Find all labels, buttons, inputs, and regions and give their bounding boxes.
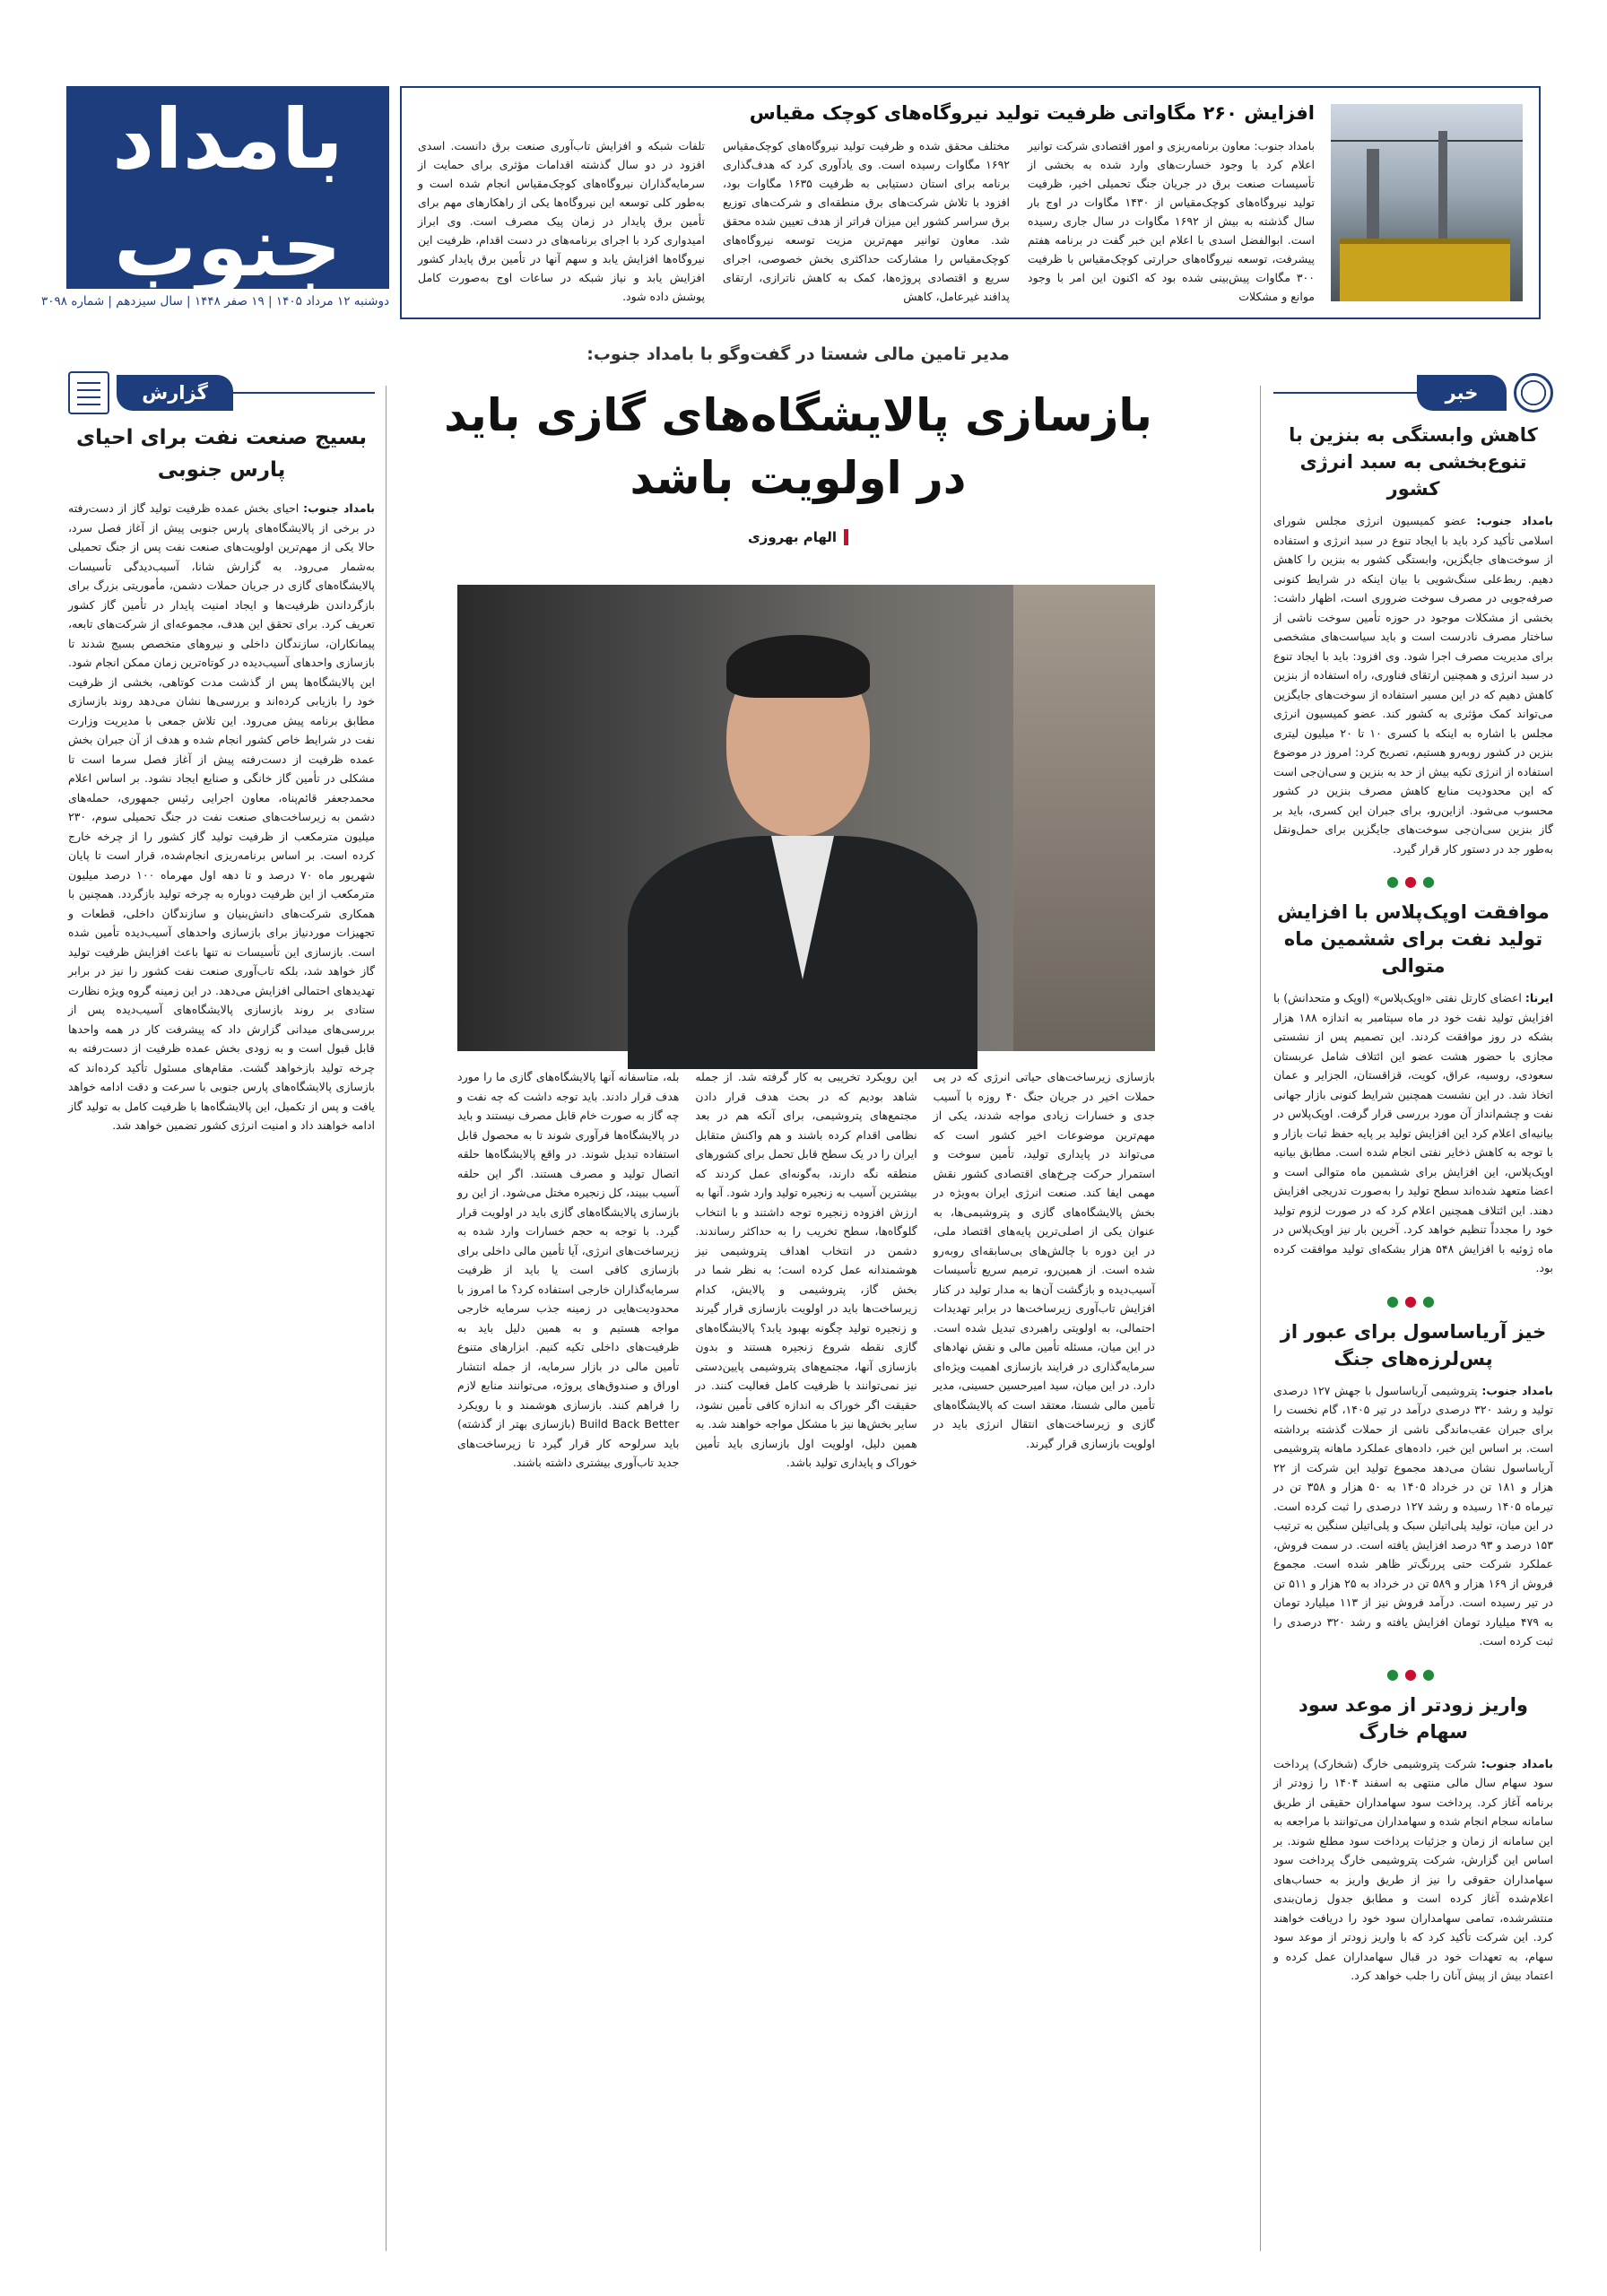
report-section-tag: گزارش bbox=[117, 375, 233, 411]
news-section-tag: خبر bbox=[1417, 375, 1507, 411]
main-story-headline: بازسازی پالایشگاه‌های گازی باید در اولویت باشد bbox=[444, 389, 1152, 504]
page-number: ۳ bbox=[308, 307, 340, 368]
report-column bbox=[68, 422, 375, 1135]
news-body: بامداد جنوب: شرکت پتروشیمی خارگ (شخارک) پرداخت سود سهام سال مالی منتهی به اسفند ۱۴۰۴ را زودتر از برنامه آغاز کرد. پرداخت سود سهامداران حقیقی از طریق سامانه سجام انجام شده و سهامداران می‌توانند با مراجعه به این سامانه از زمان و جزئیات پرداخت سود مطلع شوند. بر اساس این گزارش، شرکت پتروشیمی خارگ پرداخت سود سهامداران حقوقی را نیز از طریق واریز به حساب‌های اعلام‌شده آغاز کرده است و مطابق جدول زمان‌بندی منتشرشده، تمامی سهامداران سود خود را دریافت خواهند کرد. این شرکت تأکید کرد که با واریز زودتر از موعد سود سهام، به تعهدات خود در قبال سهامداران عمل کرده و اعتماد بیش از پیش آنان را جلب خواهد کرد. bbox=[1273, 1756, 1553, 1982]
news-tag-rule bbox=[1273, 392, 1417, 394]
news-item bbox=[1273, 899, 1553, 1278]
news-body: ایرنا: اعضای کارتل نفتی «اوپک‌پلاس» (اوپک و متحدانش) با افزایش تولید نفت خود در ماه سپتامبر به اندازه ۱۸۸ هزار بشکه در روز موافقت کردند. این تصمیم پس از نشستی مجازی با حضور هشت عضو این ائتلاف شامل عربستان سعودی، روسیه، عراق، کویت، قزاقستان، الجزایر و عمان اتخاذ شد. در این نشست همچنین شرایط کنونی بازار جهانی نفت و چشم‌انداز آن مورد بررسی قرار گرفت. اوپک‌پلاس در بیانیه‌ای اعلام کرد این افزایش تولید بر پایه حفظ ثبات بازار و با توجه به کاهش ذخایر نفتی انجام شده است. مطابق بیانیه اوپک‌پلاس، این افزایش برای ششمین ماه متوالی است و اعضا متعهد شده‌اند سطح تولید را به‌صورت تدریجی افزایش دهند. این ائتلاف همچنین اعلام کرد که در صورت لزوم تولید خود را مجدداً تنظیم خواهد کرد. آخرین بار نیز اوپک‌پلاس در ماه ژوئیه با افزایش ۵۴۸ هزار بشکه‌ای تولید موافقت کرده بود. bbox=[1273, 991, 1553, 1274]
main-story-col-middle: این رویکرد تخریبی به کار گرفته شد. از جمله شاهد بودیم که در بحث هدف قرار دادن مجتمع‌های پتروشیمی، برای آنکه هم در بعد نظامی اقدام کرده باشند و هم واکنش متقابل ایران را در یک سطح قابل تحمل برای کشورهای منطقه نگه دارند، به‌گونه‌ای عمل کردند که بیشترین آسیب به زنجیره تولید وارد شود. آنها به ارزش افزوده زنجیره توجه داشتند و با انتخاب گلوگاه‌ها، سطح تخریب را به حداکثر رساندند. دشمن در انتخاب اهداف پتروشیمی نیز هوشمندانه عمل کرده است؛ به نظر شما در بخش گاز، پتروشیمی و پالایش، کدام زیرساخت‌ها باید در اولویت بازسازی قرار گیرند و زنجیره تولید چگونه بهبود یابد؟ پالایشگاه‌های گازی نقطه شروع زنجیره هستند و بدون بازسازی آنها، مجتمع‌های پتروشیمی پایین‌دستی نیز نمی‌توانند با ظرفیت کامل فعالیت کنند. در حقیقت اگر خوراک به اندازه کافی تأمین نشود، سایر بخش‌ها نیز با مشکل مواجه خواهند شد. به همین دلیل، اولویت اول بازسازی باید تأمین خوراک و پایداری تولید باشد. bbox=[695, 1070, 917, 1469]
report-document-icon bbox=[68, 371, 109, 414]
news-title: موافقت اوپک‌پلاس با افزایش تولید نفت برای ششمین ماه متوالی bbox=[1277, 901, 1550, 977]
main-story-kicker: مدیر تامین مالی شستا در گفت‌وگو با بامداد جنوب: bbox=[586, 344, 1010, 364]
globe-icon bbox=[1514, 373, 1553, 413]
top-story-columns bbox=[418, 136, 1315, 306]
main-story-col-right: بازسازی زیرساخت‌های حیاتی انرژی که در پی حملات اخیر در جریان جنگ ۴۰ روزه با آسیب جدی و خسارات زیادی مواجه شدند، یکی از مهم‌ترین موضوعات اخیر کشور است که می‌تواند در پایداری تولید، تأمین سوخت و استمرار حرکت چرخ‌های اقتصادی کشور نقش مهمی ایفا کند. صنعت انرژی ایران به‌ویژه در بخش پالایشگاه‌های گازی و پتروشیمی‌ها، به عنوان یکی از اصلی‌ترین پایه‌های اقتصاد ملی، در این دوره با چالش‌های بی‌سابقه‌ای روبه‌رو شده است. از همین‌رو، ترمیم سریع تأسیسات آسیب‌دیده و بازگشت آن‌ها به مدار تولید در کنار افزایش تاب‌آوری زیرساخت‌ها در برابر تهدیدات احتمالی، به اولویتی راهبردی تبدیل شده است. در این میان، مسئله تأمین مالی و نقش نهادهای سرمایه‌گذاری در فرایند بازسازی اهمیت ویژه‌ای دارد. در این میان، سید امیرحسین حسینی، مدیر تأمین مالی شستا، معتقد است که پالایشگاه‌های گازی و زیرساخت‌های انتقال انرژی باید در اولویت بازسازی قرار گیرند. bbox=[933, 1070, 1156, 1450]
news-item bbox=[1273, 422, 1553, 858]
report-title: بسیج صنعت نفت برای احیای پارس جنوبی bbox=[76, 426, 367, 482]
masthead-title: بامداد جنوب bbox=[112, 91, 343, 295]
news-title: واریز زودتر از موعد سود سهام خارگ bbox=[1299, 1693, 1528, 1743]
interviewee-photo bbox=[457, 585, 1155, 1051]
top-story-headline: افزایش ۲۶۰ مگاواتی ظرفیت تولید نیروگاه‌های کوچک مقیاس bbox=[749, 102, 1315, 124]
report-body: بامداد جنوب: احیای بخش عمده ظرفیت تولید گاز از دست‌رفته در برخی از پالایشگاه‌های پارس جنوبی پیش از آغاز فصل سرد، حالا یکی از مهم‌ترین اولویت‌های صنعت نفت پس از جنگ تحمیلی به‌شمار می‌رود. به گزارش شانا، آسیب‌دیدگی تأسیسات پالایشگاه‌های گازی در جریان حملات دشمن، مأموریتی بزرگ برای بازگرداندن ظرفیت‌ها و ایجاد امنیت پایدار در تأمین گاز کشور تعریف کرد. برای تحقق این هدف، مجموعه‌ای از شرکت‌های تابعه، پیمانکاران، سازندگان داخلی و نیروهای متخصص بسیج شدند تا بازسازی واحدهای آسیب‌دیده در کوتاه‌ترین زمان ممکن انجام شود. این پالایشگاه‌ها پس از گذشت مدت کوتاهی، بخشی از ظرفیت خود را بازیابی کرده‌اند و بررسی‌ها نشان می‌دهد روند بازسازی مطابق برنامه پیش می‌رود. این تلاش جمعی با مدیریت وزارت نفت در شرایط خاص کشور انجام شده و هدف از آن جبران بخش عمده ظرفیت از دست‌رفته پیش از آغاز فصل سرما است تا مشکلی در تأمین گاز خانگی و صنایع ایجاد نشود. بر اساس اعلام محمدجعفر قائم‌پناه، معاون اجرایی رئیس جمهوری، حمله‌های دشمن به زیرساخت‌های صنعت نفت در جنگ تحمیلی سوم، ۲۳۰ میلیون مترمکعب از ظرفیت تولید گاز کشور را از چرخه خارج کرده است. بر اساس برنامه‌ریزی انجام‌شده، قرار است تا پایان شهریور ماه ۷۰ درصد و تا دهه اول مهرماه ۱۰۰ درصد میلیون مترمکعب از این ظرفیت دوباره به چرخه تولید بازگردد. همچنین با همکاری شرکت‌های دانش‌بنیان و سازندگان داخلی، قطعات و تجهیزات موردنیاز برای بازسازی واحدهای آسیب‌دیده تأمین شده است. بازسازی این تأسیسات نه تنها باعث افزایش ظرفیت تولید گاز خواهد شد، بلکه تاب‌آوری صنعت نفت کشور را نیز در برابر تهدیدهای احتمالی افزایش می‌دهد. در این زمینه گروه ویژه نظارت ستادی بر روند بازسازی پالایشگاه‌های آسیب‌دیده پس از بررسی‌های میدانی گزارش داد که پیشرفت کار در همه واحدها قابل قبول است و به زودی بخش عمده ظرفیت از دست‌رفته به چرخه تولید بازخواهد گشت. مقام‌های مسئول تأکید کرده‌اند که بازسازی پالایشگاه‌های پارس جنوبی با سرعت و دقت ادامه خواهد یافت و پس از تکمیل، این پالایشگاه‌ها با ظرفیت کامل به تولید گاز ادامه خواهند داد و امنیت انرژی کشور تضمین خواهد شد. bbox=[68, 501, 375, 1132]
separator-dots: ●●● bbox=[1386, 1665, 1440, 1683]
column-divider-right bbox=[1260, 386, 1261, 2251]
news-title: خیز آریاساسول برای عبور از پس‌لرزه‌های جنگ bbox=[1280, 1320, 1547, 1370]
separator-dots: ●●● bbox=[1386, 1292, 1440, 1309]
section-name: انرژی bbox=[116, 307, 264, 368]
main-story bbox=[427, 337, 1169, 1469]
report-tag-rule bbox=[233, 392, 375, 394]
main-story-col-left: بله، متاسفانه آنها پالایشگاه‌های گازی ما را مورد هدف قرار دادند. باید توجه داشت که چه نفت و چه گاز به صورت خام قابل مصرف نیستند و باید در پالایشگاه‌ها فرآوری شوند تا به محصول قابل استفاده تبدیل شوند. در واقع پالایشگاه‌ها حلقه اتصال تولید و مصرف هستند. اگر این حلقه آسیب ببیند، کل زنجیره مختل می‌شود. از این رو بازسازی پالایشگاه‌های گازی باید در اولویت قرار گیرد. با توجه به حجم خسارات وارد شده به زیرساخت‌های انرژی، آیا تأمین مالی داخلی برای بازسازی کافی است یا باید از ظرفیت سرمایه‌گذاران خارجی استفاده کرد؟ ما امروز با محدودیت‌هایی در زمینه جذب سرمایه خارجی مواجه هستیم و به همین دلیل باید به ظرفیت‌های داخلی تکیه کنیم. ابزارهای متنوع تأمین مالی در بازار سرمایه، از جمله انتشار اوراق و صندوق‌های پروژه، می‌توانند منابع لازم را فراهم کنند. بازسازی هوشمند و با رویکرد Build Back Better (بازسازی بهتر از گذشته) باید سرلوحه کار قرار گیرد تا زیرساخت‌های جدید تاب‌آوری بیشتری داشته باشند. bbox=[457, 1070, 680, 1469]
news-body: بامداد جنوب: پتروشیمی آریاساسول با جهش ۱۲۷ درصدی تولید و رشد ۳۲۰ درصدی درآمد در تیر ۱۴۰۵، گام نخست را برای جبران عقب‌ماندگی ناشی از حملات گذشته برداشته است. بر اساس این خبر، داده‌های عملکرد ماهانه پتروشیمی آریاساسول نشان می‌دهد مجموع تولید این شرکت از ۲۲ هزار و ۱۸۱ تن در خرداد ۱۴۰۵ به ۵۰ هزار و ۳۵۸ تن در تیرماه ۱۴۰۵ رسیده و رشد ۱۲۷ درصدی را ثبت کرده است. در این میان، تولید پلی‌اتیلن سبک و پلی‌اتیلن سنگین به ترتیب ۱۵۳ درصد و ۹۳ درصد افزایش یافته است. در سمت فروش، عملکرد شرکت حتی پررنگ‌تر ظاهر شده است. مجموع فروش از ۱۶۹ هزار و ۵۸۹ تن در خرداد به ۲۵ هزار و ۵۱۱ تن در تیر رسیده است. درآمد فروش نیز از ۱۱۳ میلیارد تومان به ۴۷۹ میلیارد تومان افزایش یافته و رشد ۳۲۰ درصدی را ثبت کرده است. bbox=[1273, 1383, 1554, 1648]
news-item bbox=[1273, 1692, 1553, 1986]
top-story-col-2: مختلف محقق شده و ظرفیت تولید نیروگاه‌های کوچک‌مقیاس ۱۶۹۲ مگاوات رسیده است. وی یادآوری کرد که هدف‌گذاری برنامه برای استان دستیابی به ظرفیت ۱۶۳۵ مگاوات بود، افزود با تلاش شرکت‌های برق منطقه‌ای و شرکت‌های توزیع برق سراسر کشور این میزان فراتر از هدف تعیین شده محقق شد. معاون توانیر مهم‌ترین مزیت توسعه نیروگاه‌های کوچک‌مقیاس را مشارکت حداکثری بخش خصوصی، اجرای سریع و اقتصادی پروژه‌ها، کمک به کاهش ناترازی، ارتقای پدافند غیرعامل، کاهش bbox=[723, 139, 1010, 303]
top-story-box bbox=[400, 86, 1541, 319]
column-divider-left bbox=[386, 386, 387, 2251]
author-name: الهام بهروزی bbox=[748, 529, 848, 545]
news-body: بامداد جنوب: عضو کمیسیون انرژی مجلس شورای اسلامی تأکید کرد باید با ایجاد تنوع در سبد انرژی و استفاده از سوخت‌های جایگزین، وابستگی کشور به بنزین را کاهش دهیم. ربط‌علی سنگ‌شویی با بیان اینکه در شرایط کنونی صرفه‌جویی در مصرف سوخت ضروری است، اظهار داشت: بخشی از مشکلات موجود در حوزه تأمین سوخت ناشی از ساختار مصرف نادرست است و باید سیاست‌های مشخصی برای مدیریت مصرف اجرا شود. وی افزود: باید با ایجاد تنوع در سبد انرژی و همچنین ارتقای فناوری، راه استفاده از بنزین کاهش دهیم که در این مسیر استفاده از سوخت‌های جایگزین می‌تواند کمک مؤثری به کشور کند. عضو کمیسیون انرژی مجلس با اشاره به اینکه با کسری ۱۰ تا ۲۰ میلیون لیتری بنزین در کشور روبه‌رو هستیم، تصریح کرد: امروز در موضوع استفاده از انرژی تکیه بیش از حد به بنزین و سی‌ان‌جی است که این محدودیت منابع کاهش مصرف بنزین در کشور محسوب می‌شود. ازاین‌رو، برای جبران این کسری، باید بر گاز بنزین سی‌ان‌جی سوخت‌های جایگزین برای حمل‌ونقل به‌طور جد در دستور کار قرار گیرد. bbox=[1273, 514, 1554, 856]
byline bbox=[427, 529, 1169, 545]
top-story-col-1: بامداد جنوب: معاون برنامه‌ریزی و امور اقتصادی شرکت توانیر اعلام کرد با وجود خسارت‌های وارد شده به بخشی از تأسیسات صنعت برق در جریان جنگ تحمیلی اخیر، ظرفیت تولید نیروگاه‌های کوچک‌مقیاس از ۱۴۳۰ مگاوات در اوج بار سال گذشته به بیش از ۱۶۹۲ مگاوات در سال جاری رسیده است. ابوالفضل اسدی با اعلام این خبر گفت در برنامه هفتم پیشرفت، توسعه نیروگاه‌های حرارتی کوچک‌مقیاس با ظرفیت ۳۰۰ مگاوات پیش‌بینی شده بود که اکنون این امر با وجود موانع و مشکلات bbox=[1028, 139, 1315, 303]
dateline: دوشنبه ۱۲ مرداد ۱۴۰۵ | ۱۹ صفر ۱۴۴۸ | سال سیزدهم | شماره ۳۰۹۸ bbox=[41, 294, 389, 309]
substation-photo bbox=[1331, 104, 1523, 301]
news-item bbox=[1273, 1318, 1553, 1651]
main-story-columns bbox=[457, 1067, 1155, 1473]
top-story-col-3: تلفات شبکه و افزایش تاب‌آوری صنعت برق دانست. اسدی افزود در دو سال گذشته اقدامات مؤثری برای حمایت از سرمایه‌گذاران نیروگاه‌های کوچک‌مقیاس انجام شده است و به‌طور کلی توسعه این نیروگاه‌ها یکی از راهکارهای مهم برای تأمین برق پایدار در زمان پیک مصرف است. وی ابراز امیدواری کرد با اجرای برنامه‌های در دست اقدام، ظرفیت این نیروگاه‌ها افزایش یابد و سهم آنها در تأمین برق پایدار کشور افزایش یابد و نیاز شبکه در ساعات اوج به‌صورت کامل پوشش داده شود. bbox=[418, 139, 705, 303]
news-column bbox=[1273, 422, 1553, 1986]
separator-dots: ●●● bbox=[1386, 873, 1440, 890]
news-title: کاهش وابستگی به بنزین با تنوع‌بخشی به سبد انرژی کشور bbox=[1289, 424, 1538, 500]
